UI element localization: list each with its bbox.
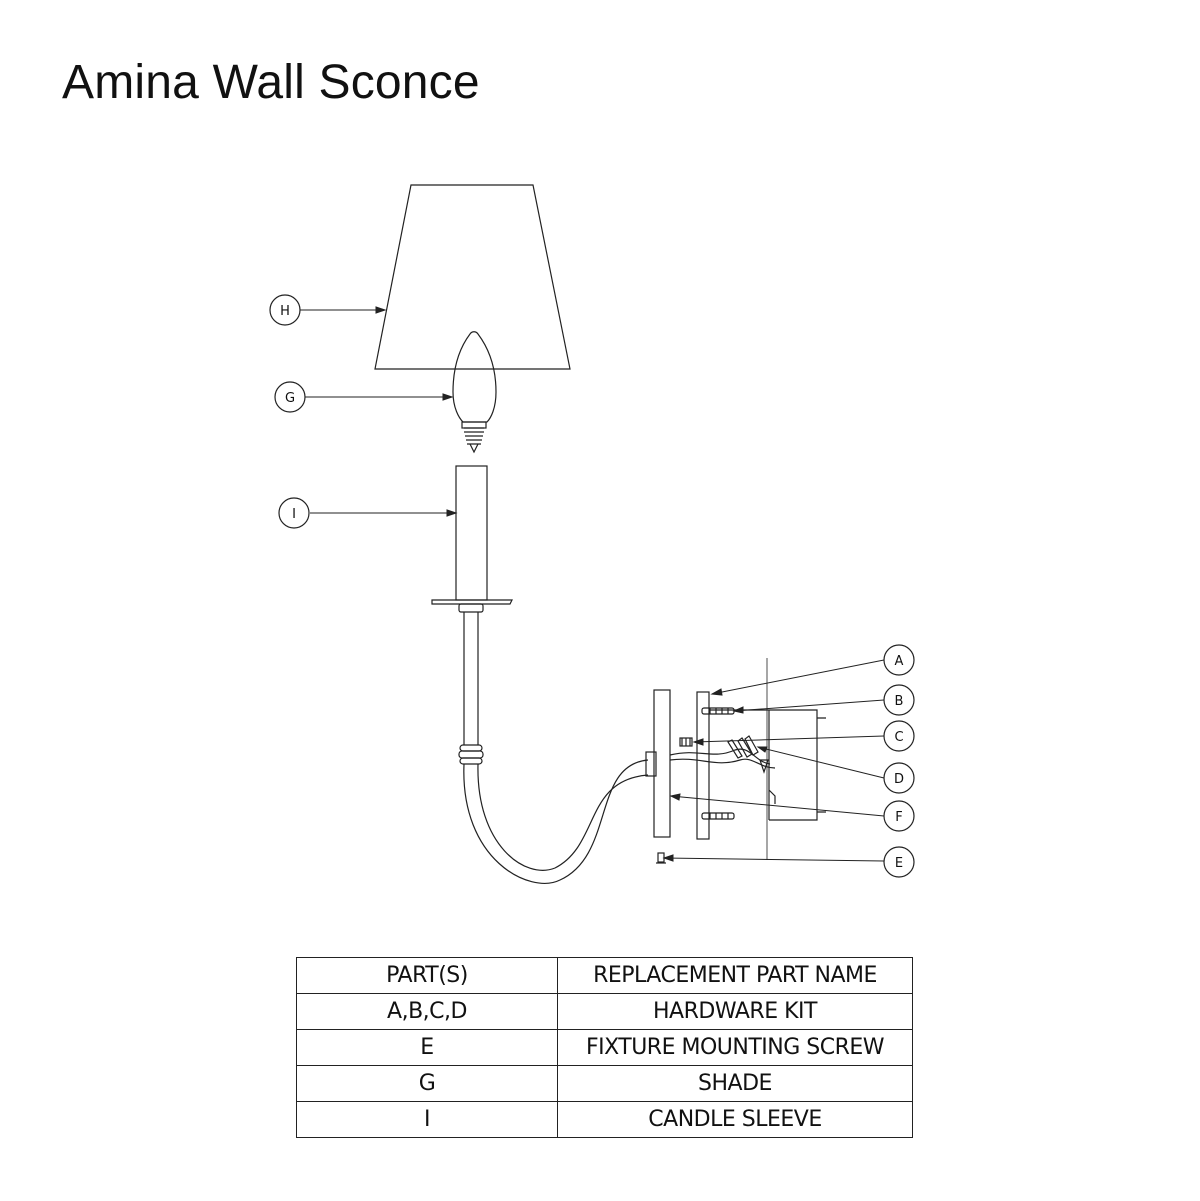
callout-b [884,685,914,715]
header-part-name: REPLACEMENT PART NAME [558,958,913,994]
svg-text:I: I [292,507,296,522]
svg-text:C: C [894,730,904,745]
callout-g [275,382,305,412]
table-cell-name: CANDLE SLEEVE [558,1102,913,1138]
table-cell-name: HARDWARE KIT [558,994,913,1030]
bulb [453,332,496,452]
candle-sleeve [432,466,512,612]
callout-e [884,847,914,877]
callout-h [270,295,300,325]
fixture-arm [459,612,656,883]
svg-text:B: B [894,694,904,709]
table-header-row [297,958,913,994]
callout-c [884,721,914,751]
replacement-parts-table [296,957,913,1138]
callout-a [884,645,914,675]
table-row [297,1102,913,1138]
callout-d [884,763,914,793]
table-cell-part: E [297,1030,558,1066]
svg-text:E: E [894,856,904,871]
leader-lines [300,307,884,861]
svg-text:F: F [895,810,903,825]
table-cell-part: G [297,1066,558,1102]
table-cell-part: I [297,1102,558,1138]
table-row [297,1030,913,1066]
shade [375,185,570,369]
svg-text:A: A [894,654,904,669]
table-cell-part: A,B,C,D [297,994,558,1030]
header-parts: PART(S) [297,958,558,994]
table-cell-name: FIXTURE MOUNTING SCREW [558,1030,913,1066]
svg-text:G: G [284,391,296,406]
svg-text:H: H [280,304,290,319]
table-cell-name: SHADE [558,1066,913,1102]
table-row [297,994,913,1030]
svg-text:D: D [893,772,905,787]
mounting-screws [702,708,734,819]
callout-f [884,801,914,831]
table-row [297,1066,913,1102]
page-title: Amina Wall Sconce [62,56,480,109]
callout-i [279,498,309,528]
junction-box [709,710,826,820]
